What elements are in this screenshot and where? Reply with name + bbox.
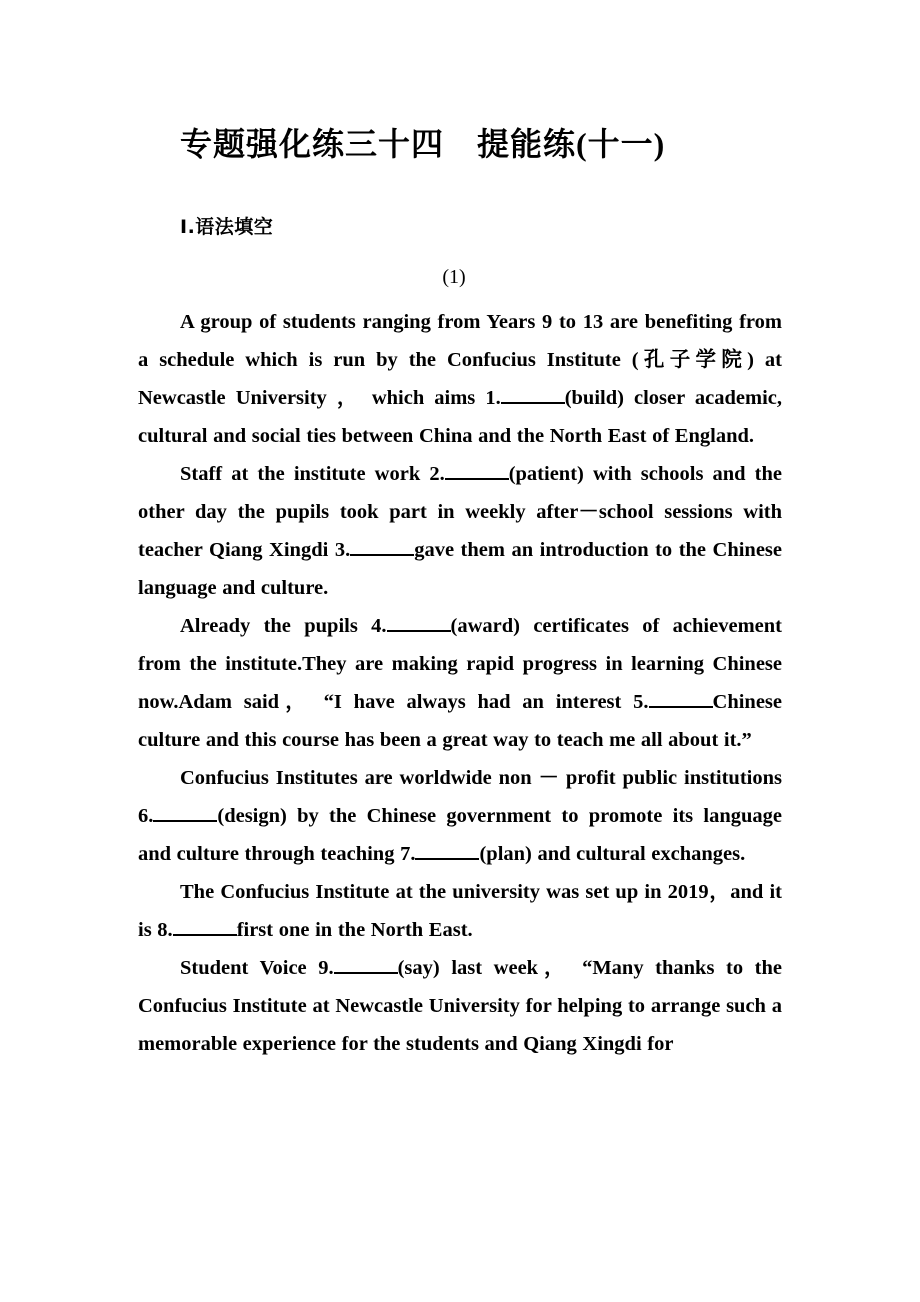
passage-text: A group of students ranging from Years 9 to 13 are benefiting from a schedule which is run by the Confucius Institute (孔子学院) at Newcastle University ， which aims 1.: [138, 311, 782, 409]
passage-text: The Confucius Institute at the university was set up in 2019，and it is 8.: [138, 881, 782, 941]
answer-blank[interactable]: [334, 953, 398, 974]
passage-text: Student Voice 9.: [180, 957, 334, 979]
passage-text: (design) by the Chinese government to promote its language and culture through teaching 7.: [138, 805, 782, 865]
para-2: [138, 455, 782, 607]
para-5: [138, 873, 782, 949]
answer-blank[interactable]: [445, 459, 509, 480]
passage-text: Chinese culture and this course has been a great way to teach me all about it.”: [138, 691, 782, 751]
answer-blank[interactable]: [501, 383, 565, 404]
document-content-column: [138, 0, 782, 1063]
passage-text: Confucius Institutes are worldwide non － profit public institutions 6.: [138, 767, 782, 827]
passage-text: (build) closer academic, cultural and social ties between China and the North East of England.: [138, 387, 782, 447]
answer-blank[interactable]: [649, 687, 713, 708]
answer-blank[interactable]: [415, 839, 479, 860]
answer-blank[interactable]: [173, 915, 237, 936]
answer-blank[interactable]: [387, 611, 451, 632]
passage-text: first one in the North East.: [236, 919, 473, 941]
answer-blank[interactable]: [153, 801, 217, 822]
section-heading-grammar-fill: Ⅰ.语法填空: [180, 216, 274, 238]
passage-number: (1): [442, 266, 466, 288]
para-6: [138, 949, 782, 1063]
para-1: [138, 303, 782, 455]
passage-text: Already the pupils 4.: [180, 615, 387, 637]
passage-text: Staff at the institute work 2.: [180, 463, 445, 485]
para-3: [138, 607, 782, 759]
passage-text: (say) last week， “Many thanks to the Confucius Institute at Newcastle University for helping to arrange such a memorable experience for the students and Qiang Xingdi for: [138, 957, 782, 1055]
page-title: 专题强化练三十四 提能练(十一): [180, 126, 666, 162]
para-4: [138, 759, 782, 873]
answer-blank[interactable]: [350, 535, 414, 556]
passage-text: (plan) and cultural exchanges.: [479, 843, 746, 865]
passage-body: [138, 303, 782, 1063]
passage-text: (award) certificates of achievement from the institute.They are making rapid progress in learning Chinese now.Adam said， “I have always had an interest 5.: [138, 615, 782, 713]
passage-text: (patient) with schools and the other day the pupils took part in weekly after－school sessions with teacher Qiang Xingdi 3.: [138, 463, 782, 561]
passage-text: gave them an introduction to the Chinese language and culture.: [138, 539, 783, 599]
